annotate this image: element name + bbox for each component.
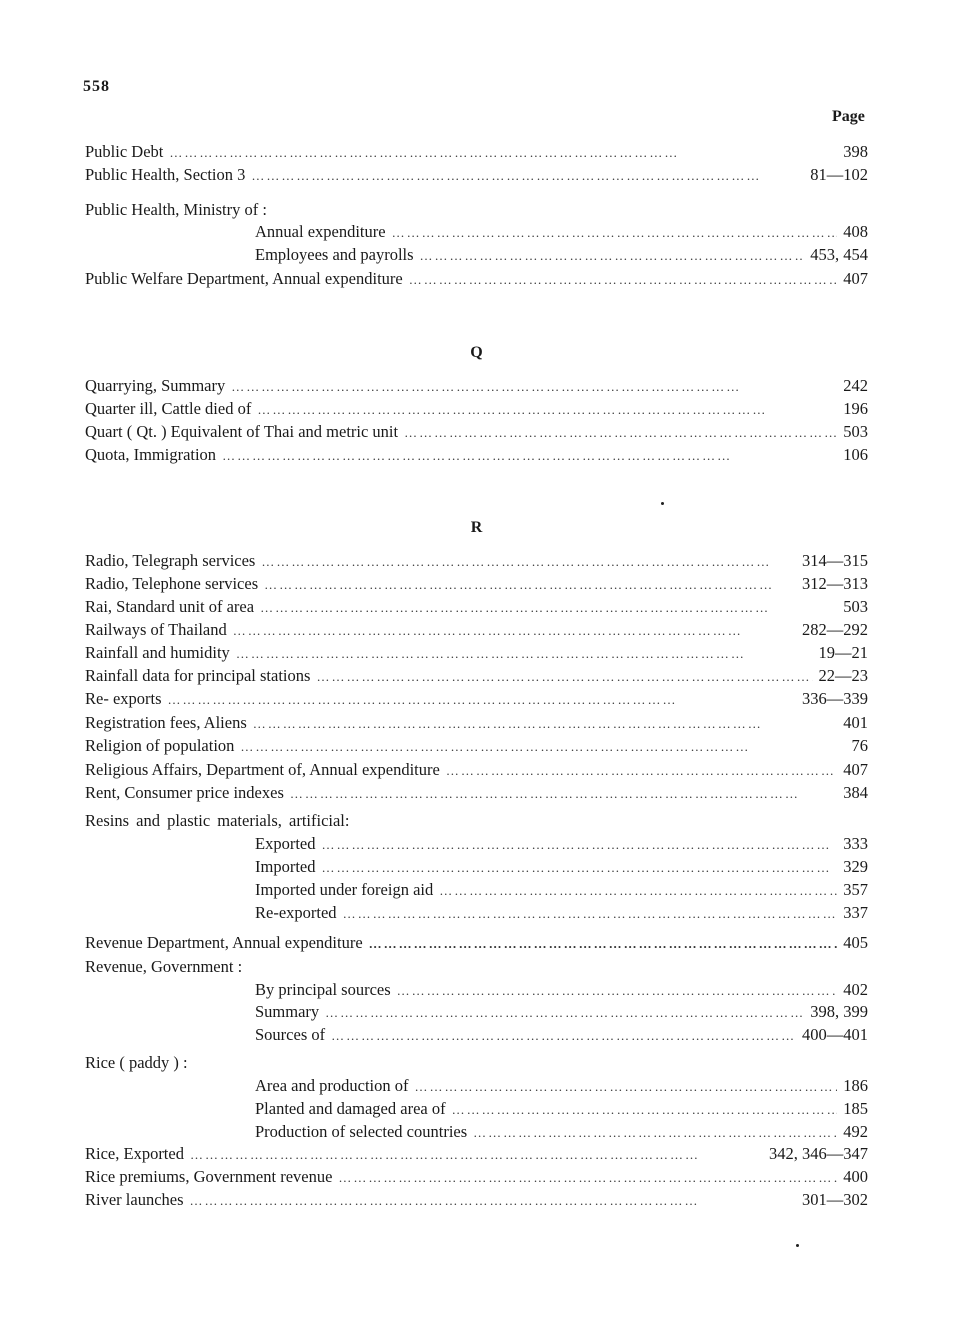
entry-page: 312—313 [802,574,868,593]
index-entry [85,164,868,186]
leader-dots [251,165,804,187]
leader-dots [331,1025,796,1047]
entry-text: Quarter ill, Cattle died of [85,399,252,418]
leader-dots [190,1190,796,1212]
leader-dots [321,834,837,856]
index-entry [85,375,868,397]
entry-text: Public Debt [85,142,164,161]
entry-text: Rice premiums, Government revenue [85,1167,333,1186]
entry-page: 333 [843,834,868,853]
entry-page: 336—339 [802,689,868,708]
entry-page: 76 [851,736,868,755]
entry-page: 398 [843,142,868,161]
entry-text: Quart ( Qt. ) Equivalent of Thai and metric unit [85,422,399,441]
leader-dots [290,783,837,805]
leader-dots [404,422,837,444]
index-entry [85,141,868,163]
leader-dots [253,713,837,735]
index-entry [85,596,868,618]
index-subentry [255,1098,868,1120]
leader-dots [397,980,838,1002]
leader-dots [420,245,805,267]
index-entry [85,642,868,664]
entry-text: Summary [255,1002,320,1021]
entry-text: Rainfall and humidity [85,643,230,662]
section-letter-r: R [470,519,483,536]
leader-dots [233,620,796,642]
entry-text: Religion of population [85,736,235,755]
index-subentry [255,221,868,243]
leader-dots [338,1167,837,1189]
entry-text: Re-exported [255,903,337,922]
entry-text: Annual expenditure [255,222,386,241]
index-entry [85,665,868,687]
leader-dots [325,1002,804,1024]
entry-text: Area and production of [255,1076,409,1095]
index-entry [85,688,868,710]
index-entry [85,421,868,443]
entry-page: 407 [843,760,868,779]
index-subentry [255,1121,868,1143]
entry-text: Radio, Telephone services [85,574,259,593]
leader-dots [343,903,838,925]
entry-page: 19—21 [818,643,868,662]
entry-page: 106 [843,445,868,464]
entry-text: Rice, Exported [85,1144,184,1163]
index-entry [85,398,868,420]
entry-text: Exported [255,834,316,853]
entry-page: 503 [843,422,868,441]
leader-dots [452,1099,838,1121]
index-entry [85,735,868,757]
leader-dots [446,760,837,782]
print-speck [796,1244,799,1247]
entry-text: Employees and payrolls [255,245,414,264]
entry-text: Registration fees, Aliens [85,713,247,732]
index-subentry [255,244,868,266]
leader-dots [261,551,796,573]
entry-page: 400 [843,1167,868,1186]
leader-dots [316,666,812,688]
leader-dots [260,597,837,619]
leader-dots [264,574,796,596]
leader-dots [222,445,837,467]
entry-text: Rent, Consumer price indexes [85,783,284,802]
entry-page: 384 [843,783,868,802]
page-column-header: Page [832,108,865,125]
leader-dots [236,643,813,665]
entry-text: Public Welfare Department, Annual expenditure [85,269,403,288]
entry-page: 407 [843,269,868,288]
entry-page: 196 [843,399,868,418]
entry-page: 242 [843,376,868,395]
index-entry [85,1189,868,1211]
index-subentry [255,856,868,878]
leader-dots [169,142,837,164]
entry-page: 357 [843,880,868,899]
entry-page: 453, 454 [810,245,868,264]
leader-dots [321,857,837,879]
index-subentry [255,879,868,901]
entry-page: 398, 399 [810,1002,868,1021]
index-entry [85,759,868,781]
page-number: 558 [83,78,110,95]
entry-page: 402 [843,980,868,999]
entry-page: 408 [843,222,868,241]
entry-text: Imported under foreign aid [255,880,434,899]
entry-page: 329 [843,857,868,876]
index-entry [85,550,868,572]
entry-page: 342, 346—347 [769,1144,868,1163]
leader-dots [409,269,838,291]
entry-page: 81—102 [810,165,868,184]
index-subentry [255,902,868,924]
index-subentry [255,1001,868,1023]
entry-text: Religious Affairs, Department of, Annual expenditure [85,760,440,779]
entry-page: 185 [843,1099,868,1118]
leader-dots [240,736,845,758]
entry-text: Production of selected countries [255,1122,468,1141]
leader-dots [392,222,838,244]
entry-text: Radio, Telegraph services [85,551,256,570]
index-entry [85,444,868,466]
leader-dots [369,933,838,955]
entry-text: Sources of [255,1025,326,1044]
leader-dots [415,1076,838,1098]
group-heading: Resins and plastic materials, artificial: [85,811,350,830]
entry-text: Re- exports [85,689,162,708]
section-letter-q: Q [470,344,483,361]
index-subentry [255,833,868,855]
entry-page: 314—315 [802,551,868,570]
index-subentry [255,979,868,1001]
entry-text: By principal sources [255,980,391,999]
entry-page: 186 [843,1076,868,1095]
entry-text: Imported [255,857,316,876]
entry-page: 492 [843,1122,868,1141]
leader-dots [257,399,837,421]
index-entry [85,1166,868,1188]
entry-page: 503 [843,597,868,616]
leader-dots [231,376,837,398]
group-heading: Public Health, Ministry of : [85,200,267,219]
index-entry [85,712,868,734]
entry-text: Rai, Standard unit of area [85,597,255,616]
index-subentry [255,1075,868,1097]
index-entry [85,573,868,595]
entry-page: 401 [843,713,868,732]
entry-text: Rainfall data for principal stations [85,666,311,685]
entry-text: Quarrying, Summary [85,376,226,395]
entry-page: 22—23 [818,666,868,685]
entry-page: 282—292 [802,620,868,639]
index-entry [85,782,868,804]
entry-text: Revenue Department, Annual expenditure [85,933,363,952]
entry-page: 400—401 [802,1025,868,1044]
group-heading: Revenue, Government : [85,957,243,976]
group-heading: Rice ( paddy ) : [85,1053,188,1072]
leader-dots [190,1144,763,1166]
entry-page: 301—302 [802,1190,868,1209]
index-entry [85,268,868,290]
index-subentry [255,1024,868,1046]
entry-text: River launches [85,1190,184,1209]
print-speck [661,502,664,505]
entry-page: 337 [843,903,868,922]
entry-text: Quota, Immigration [85,445,217,464]
leader-dots [168,689,796,711]
index-entry [85,619,868,641]
entry-text: Public Health, Section 3 [85,165,246,184]
entry-text: Railways of Thailand [85,620,227,639]
leader-dots [473,1122,837,1144]
entry-page: 405 [843,933,868,952]
entry-text: Planted and damaged area of [255,1099,446,1118]
index-entry [85,932,868,954]
leader-dots [439,880,837,902]
index-entry [85,1143,868,1165]
